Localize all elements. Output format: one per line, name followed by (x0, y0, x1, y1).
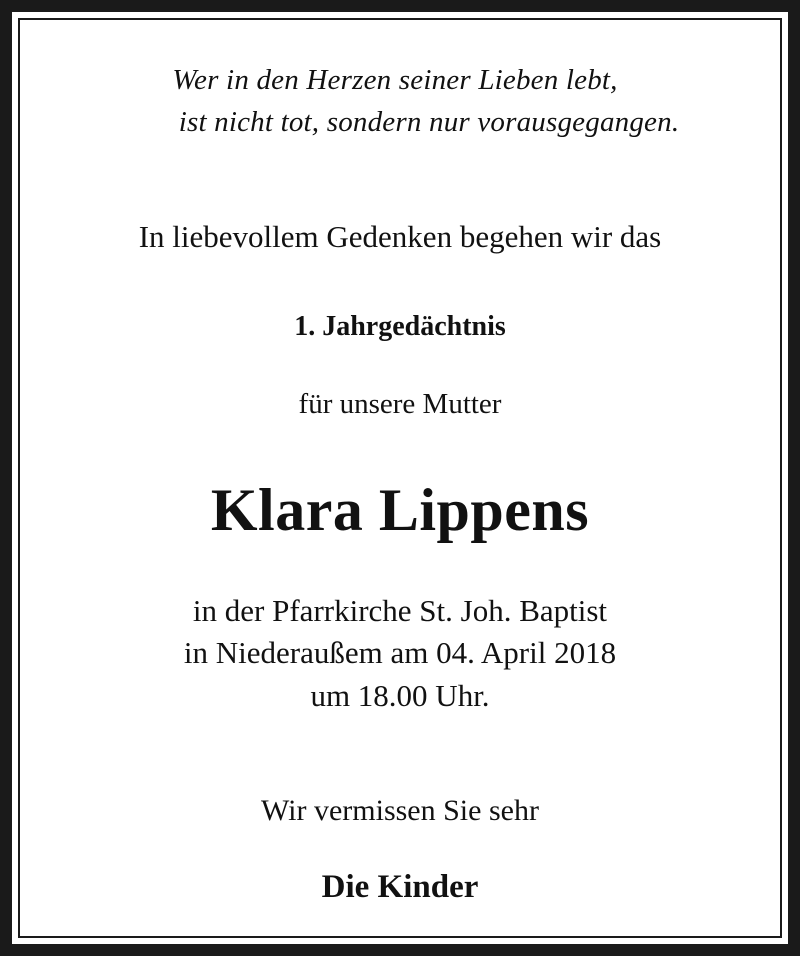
quote-line-2: ist nicht tot, sondern nur vorausgegangen. (178, 106, 680, 138)
notice-card (18, 18, 782, 938)
service-date-line: in Niederaußem am 04. April 2018 (183, 635, 617, 670)
service-location-line: in der Pfarrkirche St. Joh. Baptist (192, 593, 608, 628)
service-time-line: um 18.00 Uhr. (310, 678, 490, 713)
anniversary-heading: 1. Jahrgedächtnis (294, 311, 506, 342)
signature: Die Kinder (321, 869, 479, 905)
intro-text: In liebevollem Gedenken begehen wir das (138, 219, 662, 254)
relation-text: für unsere Mutter (298, 388, 502, 420)
quote-line-1: Wer in den Herzen seiner Lieben lebt, (172, 64, 618, 96)
notice-inner-margin (12, 12, 788, 944)
closing-text: Wir vermissen Sie sehr (261, 794, 539, 827)
deceased-name: Klara Lippens (210, 477, 590, 543)
